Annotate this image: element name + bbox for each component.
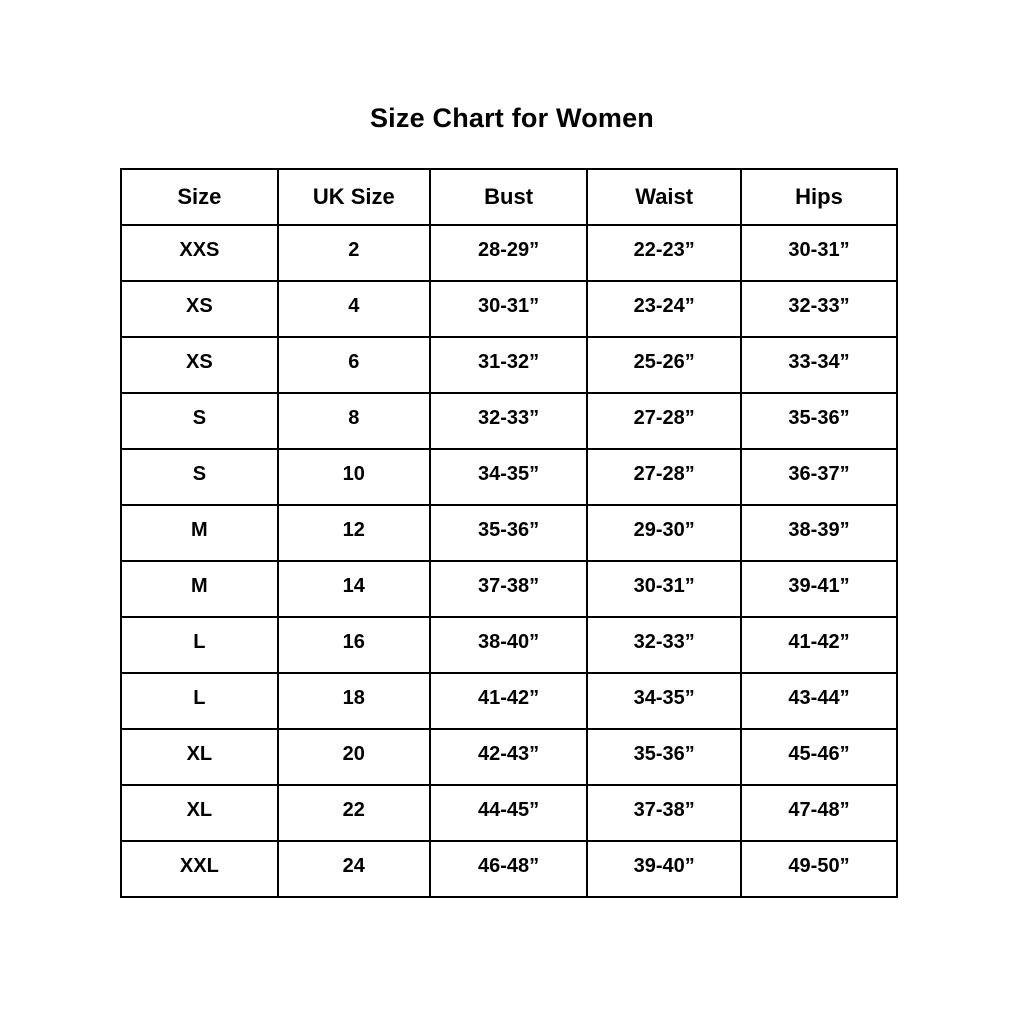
table-cell: XS [121,337,278,393]
table-cell: 41-42” [741,617,897,673]
table-cell: 30-31” [587,561,741,617]
table-cell: 10 [278,449,430,505]
table-cell: 39-40” [587,841,741,897]
table-cell: 30-31” [430,281,588,337]
table-row [121,225,897,281]
table-cell: 27-28” [587,393,741,449]
page-title: Size Chart for Women [369,103,655,133]
table-cell: 34-35” [587,673,741,729]
table-cell: 20 [278,729,430,785]
table-cell: 14 [278,561,430,617]
table-cell: 38-39” [741,505,897,561]
header-cell: UK Size [278,169,430,225]
table-cell: 27-28” [587,449,741,505]
table-cell: 32-33” [741,281,897,337]
header-row [121,169,897,225]
table-cell: XXL [121,841,278,897]
table-cell: 35-36” [430,505,588,561]
table-row [121,337,897,393]
table-cell: 41-42” [430,673,588,729]
table-cell: M [121,561,278,617]
table-cell: 34-35” [430,449,588,505]
table-cell: 4 [278,281,430,337]
table-cell: 22-23” [587,225,741,281]
table-cell: XS [121,281,278,337]
table-cell: 35-36” [741,393,897,449]
table-cell: 12 [278,505,430,561]
table-cell: XL [121,785,278,841]
table-cell: 37-38” [430,561,588,617]
table-row [121,617,897,673]
table-cell: 16 [278,617,430,673]
table-cell: L [121,617,278,673]
table-cell: XXS [121,225,278,281]
table-cell: 2 [278,225,430,281]
table-cell: 8 [278,393,430,449]
table-cell: 25-26” [587,337,741,393]
table-header-row [121,169,897,225]
table-cell: 29-30” [587,505,741,561]
table-cell: 28-29” [430,225,588,281]
table-cell: 32-33” [430,393,588,449]
table-cell: 33-34” [741,337,897,393]
table-cell: 43-44” [741,673,897,729]
table-cell: S [121,449,278,505]
table-cell: 18 [278,673,430,729]
table-row [121,393,897,449]
size-chart-table [120,168,898,898]
header-cell: Hips [741,169,897,225]
table-row [121,729,897,785]
header-cell: Size [121,169,278,225]
table-row [121,281,897,337]
table-cell: 24 [278,841,430,897]
table-cell: XL [121,729,278,785]
table-cell: 23-24” [587,281,741,337]
table-cell: 44-45” [430,785,588,841]
table-cell: L [121,673,278,729]
table-cell: 31-32” [430,337,588,393]
header-cell: Bust [430,169,588,225]
table-cell: 38-40” [430,617,588,673]
table-cell: 49-50” [741,841,897,897]
header-cell: Waist [587,169,741,225]
table-row [121,561,897,617]
table-row [121,841,897,897]
table-cell: 36-37” [741,449,897,505]
table-cell: 39-41” [741,561,897,617]
table-body [121,225,897,897]
table-cell: 47-48” [741,785,897,841]
table-cell: 46-48” [430,841,588,897]
table-row [121,505,897,561]
table-row [121,449,897,505]
table-row [121,785,897,841]
table-cell: 37-38” [587,785,741,841]
table-cell: M [121,505,278,561]
table-cell: 6 [278,337,430,393]
table-row [121,673,897,729]
table-cell: 45-46” [741,729,897,785]
table-cell: 42-43” [430,729,588,785]
table-cell: 35-36” [587,729,741,785]
table-cell: S [121,393,278,449]
table-cell: 22 [278,785,430,841]
table-cell: 30-31” [741,225,897,281]
table-cell: 32-33” [587,617,741,673]
